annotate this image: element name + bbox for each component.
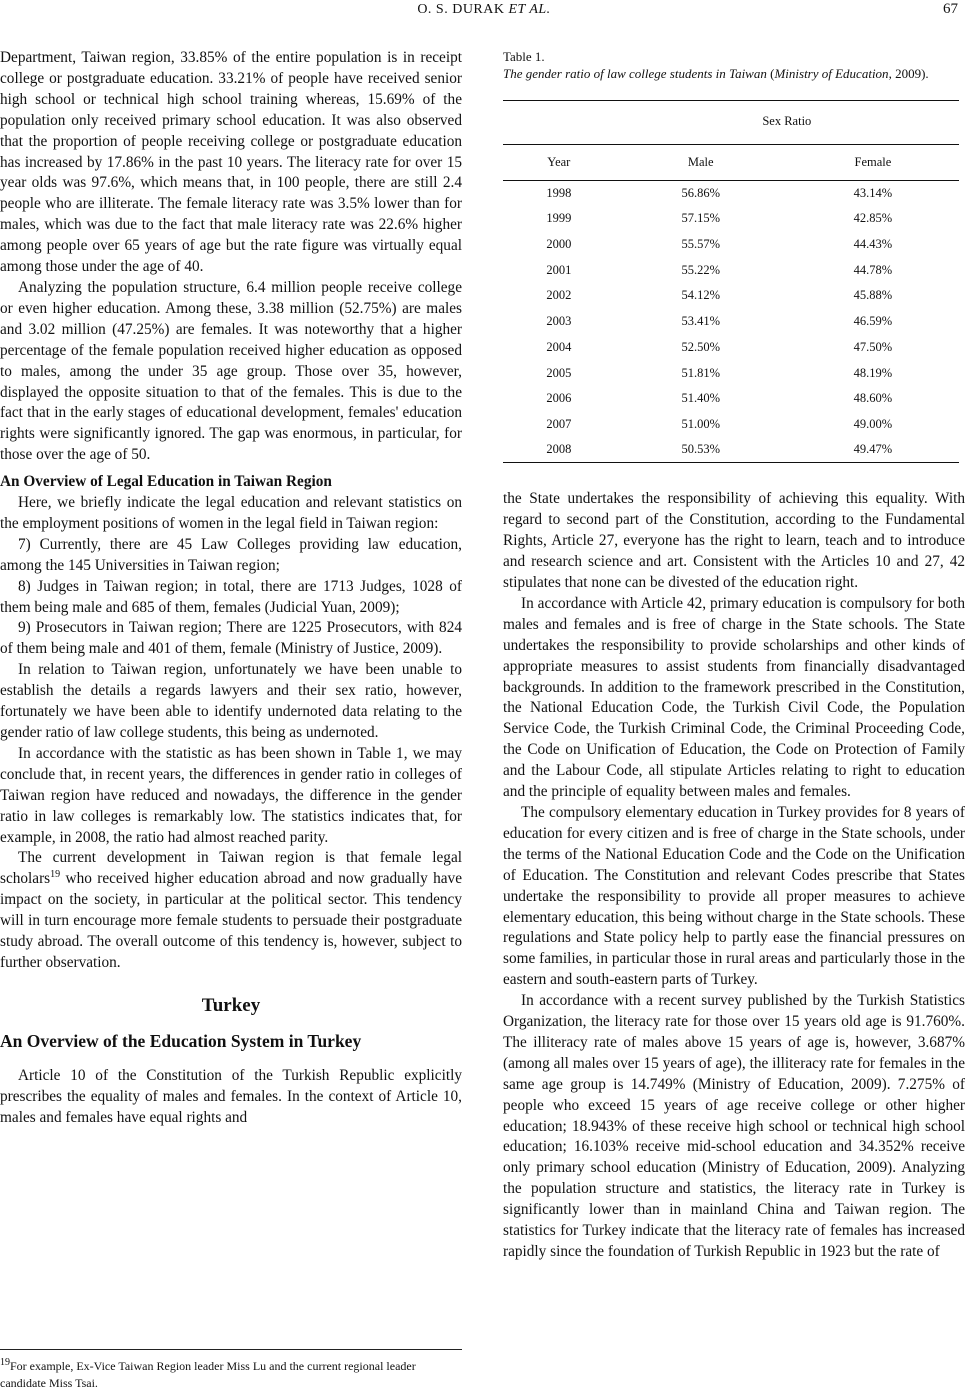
table-source-close: , 2009). [888,66,929,81]
table-cell-male: 50.53% [615,437,787,463]
table-cell-female: 46.59% [853,314,893,329]
table-row [503,283,959,309]
table-cell-year: 2001 [546,262,572,277]
table-cell-year: 1998 [546,185,572,200]
table-cell-year: 2006 [546,391,572,406]
footnote-reference[interactable]: 19 [50,869,61,881]
table-cell-year: 2007 [546,416,572,431]
table-cell-female: 44.78% [853,262,893,277]
table-row [503,206,959,232]
footnote-text: For example, Ex-Vice Taiwan Region leader Miss Lu and the current regional leader candidate Miss Tsai. [0,1359,416,1390]
gender-ratio-table [503,100,959,463]
table-cell-year: 2003 [546,314,572,329]
list-item: 8) Judges in Taiwan region; in total, there are 1713 Judges, 1028 of them being male and 685 of them, females (Judicial Yuan, 2009); [0,577,462,616]
table-cell-male: 55.22% [681,262,720,277]
list-item: 9) Prosecutors in Taiwan region; There are 1225 Prosecutors, with 824 of them being male and 401 of them, female (Ministry of Justice, 2009). [0,619,462,658]
table-cell-female: 47.50% [853,339,893,354]
table-cell-year: 2005 [546,365,572,380]
footnote [0,1349,462,1392]
table-body [503,180,959,463]
paragraph-text: who received higher education abroad and now gradually have impact on the society, in particular at the political sector. This tendency will in turn encourage more female students to persuade their postgraduate study abroad. The overall outcome of this tendency is, however, subject to further observation. [0,870,462,971]
page-number: 67 [943,1,958,17]
paragraph: Department, Taiwan region, 33.85% of the entire population is in receipt college or postgraduate education. 33.21% of people have received senior high school or technical high school training whereas, 15.69% of the population only received primary school education. It was also observed that the proportion of people receiving college or postgraduate education has increased by 17.86% in the past 10 years. The literacy rate for over 15 year olds was 97.6%, which means that, in 100 people, there are still 2.4 people who are illiterate. The female literacy rate was 3.5% lower than for males, which was due to the fact that male literacy rate was 22.6% higher among people over 65 years of age but the rate figure was virtually equal among those under the age of 40. [0,49,462,276]
author-names: O. S. DURAK [417,2,505,17]
section-heading-turkey: Turkey [201,994,261,1016]
paragraph-text: The current development in Taiwan region is that female legal scholars [0,849,462,888]
column-header-female: Female [787,144,959,180]
author-et-al: ET AL. [508,2,551,17]
paragraph: In accordance with Article 42, primary education is compulsory for both males and females and is free of charge in the State schools. The State undertakes the responsibility to provide scholarships and other kinds of appropriate measures to assist students from financially disadvantaged backgrounds. In addition to the framework prescribed in the Constitution, the National Education Code, the Turkish Civil Code, the Population Service Code, the Turkish Criminal Code, the Criminal Proceeding Code, the Code on Unification of Education, the Code on Protection of Family and the Labour Code, all stipulate Articles relating to right to education and the principle of equality between males and females. [503,594,965,801]
table-source-open: ( [766,66,775,81]
table-cell-male: 52.50% [681,339,720,354]
paragraph: Here, we briefly indicate the legal education and relevant statistics on the employment positions of women in the legal field in Taiwan region: [0,494,462,532]
table-cell-female: 48.19% [853,365,893,380]
table-cell-male: 51.81% [681,365,720,380]
running-head-authors [0,2,968,18]
table-row [503,437,959,463]
table-row [503,360,959,386]
table-cell-year: 2002 [546,288,572,303]
table-row [503,309,959,335]
footnote-number: 19 [0,1357,10,1368]
paragraph: In accordance with a recent survey published by the Turkish Statistics Organization, the literacy rate for those over 15 years old age is 91.760%. The illiteracy rate of males above 15 years of age is, however, 3.687% (among all males over 15 years of age), the illiteracy rate for females in the same age group is 14.749% (Ministry of Education, 2009). 7.275% of people who exceed 15 years of age receive college or other higher education; 18.943% of these receive high school or technical high school education; 16.103% receive mid-school education and 34.352% receive only primary school education (Ministry of Education, 2009). Analyzing the population structure and statistics, the literacy rate in Turkey is significantly lower than in mainland China and Taiwan region. The statistics for Turkey indicate that the literacy rate of females has increased rapidly since the foundation of Turkish Republic in 1923 but the rate of [503,992,965,1260]
paragraph: Analyzing the population structure, 6.4 million people receive college or even higher education. Among these, 3.38 million (52.75%) are males and 3.02 million (47.25%) are females. It was noteworthy that a higher percentage of the female population received higher education as opposed to males, among the under 35 age group. Those over 35, however, displayed the opposite situation to that of the females. This is due to the fact that in the early stages of educational development, females' education rights were significantly ignored. The gap was enormous, in particular, for those over the age of 50. [0,278,462,464]
table-cell-female: 48.60% [853,391,893,406]
table-cell-female: 49.00% [853,416,893,431]
table-row [503,412,959,438]
paragraph: The compulsory elementary education in Turkey provides for 8 years of education for every citizen and is free of charge in the State schools, under the terms of the National Education Code and the Code on the Unification of Education. The Constitution and relevant Codes prescribe that States undertake the responsibility to provide all proper measures to achieve elementary education, this being without charge in the State schools. These regulations and State policy help to partly ease the financial pressures on some families, in particular those in rural areas and particularly those in the eastern and south-eastern parts of Turkey. [503,803,965,989]
running-header [0,0,968,24]
paragraph [0,848,462,973]
table-cell-male: 56.86% [681,185,720,200]
table-cell-male: 57.15% [681,211,720,226]
paragraph: In accordance with the statistic as has been shown in Table 1, we may conclude that, in recent years, the differences in gender ratio in colleges of Taiwan region have reduced and nowadays, the difference in the gender ratio in law colleges is remarkably low. The statistics indicates that, for example, in 2008, the ratio had almost reached parity. [0,744,462,846]
left-column [0,48,462,1128]
table-source: Ministry of Education [774,66,889,81]
table-cell-year: 1999 [546,211,572,226]
table-cell-female: 44.43% [853,237,893,252]
table-cell-female: 43.14% [853,185,893,200]
table-cell-male: 54.12% [681,288,720,303]
table-cell-year: 2004 [546,339,572,354]
paragraph: In relation to Taiwan region, unfortunately we have been unable to establish the details a regards lawyers and their sex ratio, however, fortunately we have been able to identify undernoted data relating to the gender ratio of law college students, this being as undernoted. [0,661,462,741]
paragraph: Article 10 of the Constitution of the Turkish Republic explicitly prescribes the equality of males and females. In the context of Article 10, males and females have equal rights and [0,1066,462,1126]
table-row [503,180,959,206]
paragraph: the State undertakes the responsibility of achieving this equality. With regard to second part of the Constitution, according to the Fundamental Rights, Article 27, everyone has the right to learn, teach and to introduce and research science and art. Consistent with the Articles 10 and 27, 42 stipulates that none can be divested of the education right. [503,490,965,591]
table-row [503,386,959,412]
right-column [503,48,965,1263]
subsection-heading-turkey-education: An Overview of the Education System in Turkey [0,1030,362,1051]
list-item: 7) Currently, there are 45 Law Colleges providing law education, among the 145 Universities in Taiwan region; [0,535,462,574]
table-row [503,257,959,283]
table-cell-female: 42.85% [853,211,893,226]
table-label: Table 1. [503,49,545,64]
table-corner-cell [503,101,615,145]
table-title-line [503,65,965,82]
table-cell-year: 2008 [503,437,615,463]
table-cell-female: 45.88% [853,288,893,303]
table-group-header: Sex Ratio [615,101,959,145]
table-cell-male: 51.40% [681,391,720,406]
table-caption [503,48,965,82]
table-cell-male: 55.57% [681,237,720,252]
column-header-male: Male [615,144,787,180]
table-title: The gender ratio of law college students in Taiwan [503,66,767,81]
table-cell-year: 2000 [546,237,572,252]
table-row [503,232,959,258]
table-cell-female: 49.47% [787,437,959,463]
section-heading-legal-education: An Overview of Legal Education in Taiwan Region [0,473,332,491]
table-cell-male: 51.00% [681,416,720,431]
table-row [503,334,959,360]
table-cell-male: 53.41% [681,314,720,329]
column-header-year: Year [503,144,615,180]
